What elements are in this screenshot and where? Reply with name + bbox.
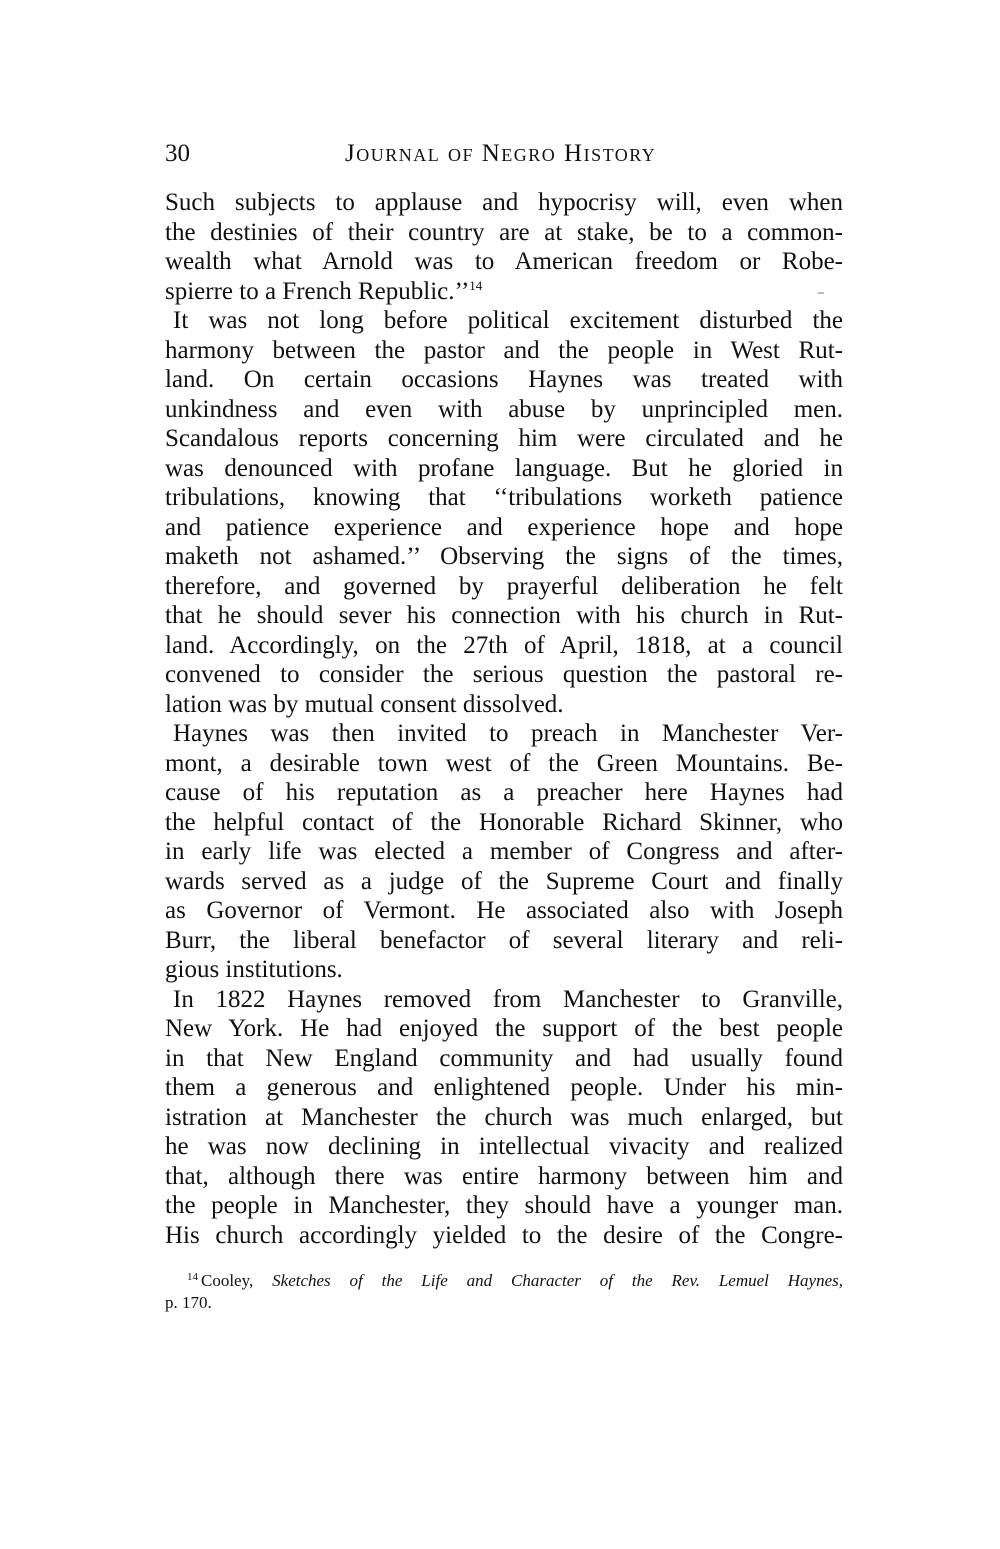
text-line: In 1822 Haynes removed from Manchester to Granville, (173, 985, 843, 1013)
text-line: was denounced with profane language. But he gloried in (165, 454, 843, 482)
footnote-title: Sketches of the Life and Character of the Rev. Lemuel Haynes, (272, 1271, 844, 1290)
text-line: His church accordingly yielded to the desire of the Congre- (165, 1221, 843, 1249)
text-line: Such subjects to applause and hypocrisy will, even when (165, 189, 843, 216)
text-line: lation was by mutual consent dissolved. (165, 690, 564, 718)
running-head (165, 136, 845, 172)
paragraph (165, 719, 843, 985)
text-line (165, 277, 843, 307)
footnote-line (165, 1270, 843, 1292)
text-line: maketh not ashamed.’’ Observing the signs of the times, (165, 543, 843, 570)
footnote (165, 1270, 843, 1314)
text-line: in that New England community and had usually found (165, 1044, 843, 1072)
text-line: harmony between the pastor and the people in West Rut- (165, 336, 843, 364)
text-line: istration at Manchester the church was much enlarged, but (165, 1103, 843, 1131)
text-line: tribulations, knowing that ‘‘tribulations worketh patience (165, 484, 843, 511)
text-line: It was not long before political excitement disturbed the (173, 307, 843, 334)
text-line: that, although there was entire harmony between him and (165, 1162, 843, 1190)
text-line: them a generous and enlightened people. Under his min- (165, 1074, 843, 1101)
paragraph (165, 985, 843, 1251)
text-line: wealth what Arnold was to American freedom or Robe- (165, 248, 843, 275)
text-line: wards served as a judge of the Supreme Court and finally (165, 867, 843, 895)
text-line: and patience experience and experience hope and hope (165, 513, 843, 541)
text-line: cause of his reputation as a preacher here Haynes had (165, 779, 843, 806)
paragraph (165, 306, 843, 719)
text-line: New York. He had enjoyed the support of the best people (165, 1015, 843, 1042)
text-line: he was now declining in intellectual vivacity and realized (165, 1133, 843, 1160)
text-line: the helpful contact of the Honorable Richard Skinner, who (165, 808, 843, 836)
footnote-reference[interactable]: 14 (469, 277, 483, 293)
text-line: gious institutions. (165, 956, 343, 983)
scan-speck (818, 292, 824, 294)
journal-title: Journal of Negro History (345, 140, 657, 167)
text-line: the people in Manchester, they should have a younger man. (165, 1192, 843, 1219)
text-line: land. Accordingly, on the 27th of April, 1818, at a council (165, 631, 843, 659)
footnote-author: Cooley, (201, 1271, 254, 1290)
text-line: unkindness and even with abuse by unprincipled men. (165, 395, 843, 423)
text-line: the destinies of their country are at stake, be to a common- (165, 218, 843, 246)
text-line: therefore, and governed by prayerful deliberation he felt (165, 572, 843, 600)
paragraph (165, 188, 843, 306)
text-line: land. On certain occasions Haynes was treated with (165, 366, 843, 393)
text-line-content: spierre to a French Republic.’’ (165, 277, 470, 305)
text-line: that he should sever his connection with his church in Rut- (165, 602, 843, 629)
body-text (165, 188, 843, 1250)
text-line: in early life was elected a member of Congress and after- (165, 838, 843, 865)
text-line: Haynes was then invited to preach in Manchester Ver- (173, 720, 843, 747)
footnote-mark: 14 (187, 1271, 198, 1283)
text-line: Scandalous reports concerning him were circulated and he (165, 425, 843, 452)
page-number: 30 (165, 140, 190, 167)
text-line: convened to consider the serious question the pastoral re- (165, 661, 843, 688)
text-line: as Governor of Vermont. He associated also with Joseph (165, 897, 843, 924)
text-line: mont, a desirable town west of the Green Mountains. Be- (165, 749, 843, 777)
footnote-page-ref: p. 170. (165, 1293, 212, 1312)
text-line: Burr, the liberal benefactor of several literary and reli- (165, 926, 843, 954)
